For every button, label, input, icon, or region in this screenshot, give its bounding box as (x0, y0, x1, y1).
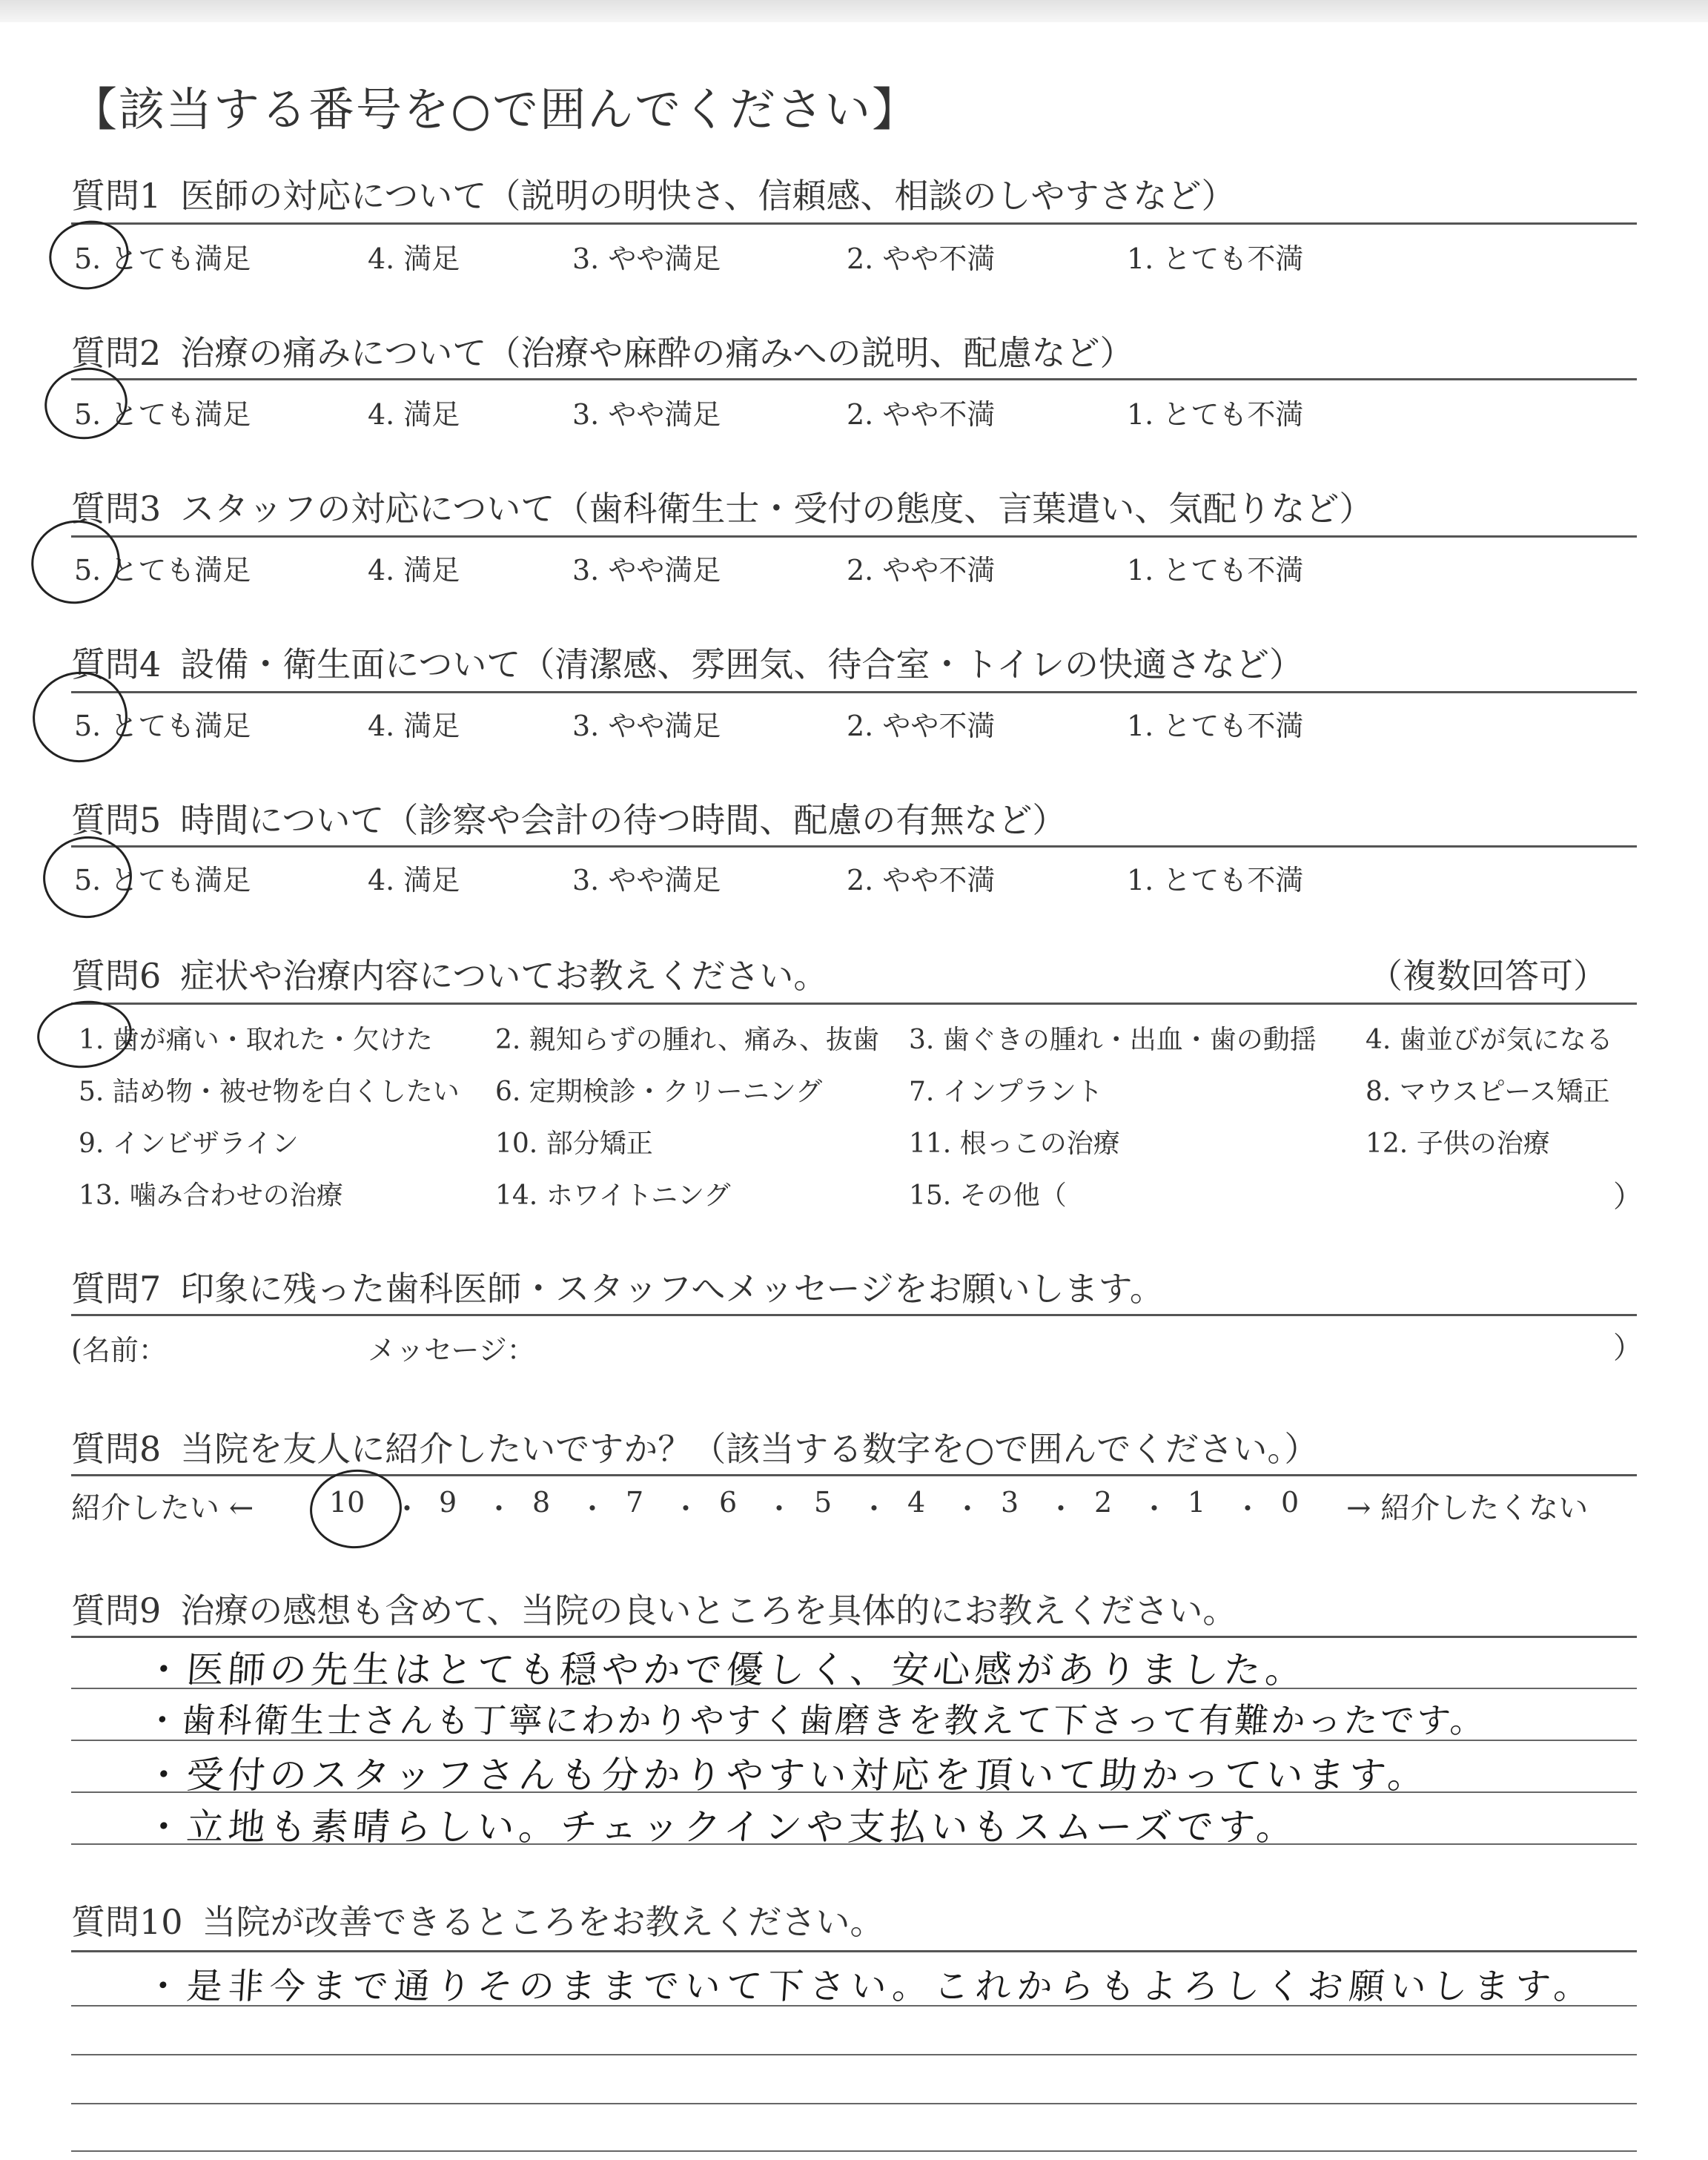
question-3-heading (71, 482, 1373, 531)
separator-dot: ・ (765, 1493, 794, 1525)
question-text: スタッフの対応について（歯科衛生士・受付の態度、言葉遣い、気配りなど） (180, 489, 1374, 529)
q1-option-3[interactable]: 3. やや満足 (572, 242, 721, 275)
q2-option-1[interactable]: 1. とても不満 (1127, 398, 1304, 431)
question-7-heading (71, 1262, 1164, 1311)
separator-dot: ・ (953, 1493, 982, 1525)
q6-option-12[interactable]: 12. 子供の治療 (1366, 1129, 1550, 1159)
q3-option-4[interactable]: 4. 満足 (368, 554, 460, 587)
q2-option-5[interactable]: 5. とても満足 (74, 398, 251, 431)
writing-line (71, 2103, 1637, 2104)
q6-option-8[interactable]: 8. マウスピース矯正 (1366, 1077, 1610, 1107)
divider (71, 1314, 1637, 1316)
q6-option-10[interactable]: 10. 部分矯正 (495, 1129, 653, 1159)
question-number: 質問9 (71, 1591, 162, 1631)
q6-option-9[interactable]: 9. インビザライン (79, 1129, 299, 1159)
q2-option-3[interactable]: 3. やや満足 (572, 398, 721, 431)
score-10[interactable]: 10 (329, 1486, 365, 1519)
score-6[interactable]: 6 (719, 1486, 738, 1519)
writing-line (71, 2150, 1637, 2152)
q1-option-4[interactable]: 4. 満足 (368, 242, 460, 275)
page-title: 【該当する番号を○で囲んでください】 (71, 82, 920, 136)
question-number: 質問10 (71, 1902, 183, 1942)
score-9[interactable]: 9 (439, 1486, 457, 1519)
divider (71, 378, 1637, 380)
question-10-heading (71, 1895, 884, 1944)
question-number: 質問3 (71, 489, 162, 529)
q6-option-4[interactable]: 4. 歯並びが気になる (1366, 1025, 1613, 1055)
message-close-paren: ） (1613, 1331, 1643, 1365)
score-8[interactable]: 8 (532, 1486, 551, 1519)
q9-answer-line-3: ・受付のスタッフさんも分かりやすい対応を頂いて助かっています。 (143, 1754, 1431, 1797)
q10-answer-line-1: ・是非今まで通りそのままでいて下さい。これからもよろしくお願いします。 (143, 1966, 1597, 2007)
question-number: 質問6 (71, 956, 162, 996)
divider (71, 1950, 1637, 1952)
divider (71, 1003, 1637, 1005)
q6-option-5[interactable]: 5. 詰め物・被せ物を白くしたい (79, 1077, 460, 1107)
divider (71, 1636, 1637, 1638)
q5-option-2[interactable]: 2. やや不満 (847, 864, 996, 896)
question-number: 質問2 (71, 333, 162, 373)
question-4-heading (71, 638, 1303, 687)
q5-option-3[interactable]: 3. やや満足 (572, 864, 721, 896)
q6-selected-circle (34, 997, 136, 1073)
score-1[interactable]: 1 (1188, 1486, 1206, 1519)
q3-option-2[interactable]: 2. やや不満 (847, 554, 996, 587)
q5-option-4[interactable]: 4. 満足 (368, 864, 460, 896)
q3-option-1[interactable]: 1. とても不満 (1127, 554, 1304, 587)
question-number: 質問5 (71, 800, 162, 840)
question-number: 質問7 (71, 1269, 162, 1309)
separator-dot: ・ (393, 1493, 422, 1525)
question-text: 医師の対応について（説明の明快さ、信頼感、相談のしやすさなど） (180, 176, 1236, 216)
separator-dot: ・ (860, 1493, 889, 1525)
divider (71, 845, 1637, 848)
question-text: 設備・衛生面について（清潔感、雰囲気、待合室・トイレの快適さなど） (180, 644, 1304, 684)
divider (71, 222, 1637, 225)
divider (71, 1474, 1637, 1476)
question-text: 当院を友人に紹介したいですか？（該当する数字を○で囲んでください。） (180, 1429, 1319, 1469)
scan-edge (0, 0, 1708, 22)
name-label: (名前： (71, 1334, 167, 1367)
separator-dot: ・ (485, 1493, 514, 1525)
q9-answer-line-2: ・歯科衛生士さんも丁寧にわかりやすく歯磨きを教えて下さって有難かったです。 (143, 1700, 1489, 1740)
q2-option-2[interactable]: 2. やや不満 (847, 398, 996, 431)
question-6-heading (71, 949, 827, 998)
q6-option-6[interactable]: 6. 定期検診・クリーニング (495, 1077, 823, 1107)
question-text: 症状や治療内容についてお教えください。 (180, 956, 828, 996)
q6-option-14[interactable]: 14. ホワイトニング (495, 1180, 731, 1211)
question-text: 当院が改善できるところをお教えください。 (202, 1902, 884, 1942)
question-text: 治療の痛みについて（治療や麻酔の痛みへの説明、配慮など） (180, 333, 1134, 373)
score-4[interactable]: 4 (907, 1486, 926, 1519)
q6-option-13[interactable]: 13. 噛み合わせの治療 (79, 1180, 343, 1211)
question-text: 治療の感想も含めて、当院の良いところを具体的にお教えください。 (180, 1591, 1237, 1631)
q6-other-close-paren: ） (1613, 1180, 1643, 1214)
q6-option-1[interactable]: 1. 歯が痛い・取れた・欠けた (79, 1025, 433, 1055)
question-8-heading (71, 1422, 1318, 1471)
question-9-heading (71, 1584, 1237, 1633)
message-label: メッセージ： (368, 1334, 535, 1367)
question-1-heading (71, 169, 1236, 218)
question-text: 印象に残った歯科医師・スタッフへメッセージをお願いします。 (180, 1269, 1164, 1309)
question-number: 質問1 (71, 176, 162, 216)
score-3[interactable]: 3 (1001, 1486, 1019, 1519)
question-5-heading (71, 793, 1066, 842)
question-2-heading (71, 326, 1133, 375)
divider (71, 691, 1637, 693)
q6-option-2[interactable]: 2. 親知らずの腫れ、痛み、抜歯 (495, 1025, 880, 1055)
question-text: 時間について（診察や会計の待つ時間、配慮の有無など） (180, 800, 1067, 840)
separator-dot: ・ (1047, 1493, 1076, 1525)
q4-option-2[interactable]: 2. やや不満 (847, 710, 996, 742)
q9-answer-line-4: ・立地も素晴らしい。チェックインや支払いもスムーズです。 (143, 1806, 1300, 1849)
separator-dot: ・ (578, 1493, 607, 1525)
separator-dot: ・ (672, 1493, 701, 1525)
q6-option-15[interactable]: 15. その他（ (909, 1180, 1067, 1211)
question-number: 質問4 (71, 644, 162, 684)
separator-dot: ・ (1234, 1493, 1262, 1525)
writing-line (71, 2054, 1637, 2055)
question-number: 質問8 (71, 1429, 162, 1469)
separator-dot: ・ (1140, 1493, 1169, 1525)
q6-option-3[interactable]: 3. 歯ぐきの腫れ・出血・歯の動揺 (909, 1025, 1317, 1055)
q6-option-7[interactable]: 7. インプラント (909, 1077, 1103, 1107)
q4-option-3[interactable]: 3. やや満足 (572, 710, 721, 742)
q1-selected-circle (43, 214, 136, 297)
q5-option-1[interactable]: 1. とても不満 (1127, 864, 1304, 896)
q3-option-5[interactable]: 5. とても満足 (74, 554, 251, 587)
q4-option-4[interactable]: 4. 満足 (368, 710, 460, 742)
recommend-right-label: → 紹介したくない (1346, 1491, 1589, 1525)
score-5[interactable]: 5 (814, 1486, 833, 1519)
q3-option-3[interactable]: 3. やや満足 (572, 554, 721, 587)
q6-option-11[interactable]: 11. 根っこの治療 (909, 1129, 1120, 1159)
q8-selected-circle (306, 1465, 406, 1553)
score-2[interactable]: 2 (1094, 1486, 1113, 1519)
q1-option-5[interactable]: 5. とても満足 (74, 242, 251, 275)
score-0[interactable]: 0 (1281, 1486, 1300, 1519)
recommend-left-label: 紹介したい ← (71, 1491, 254, 1525)
q1-option-1[interactable]: 1. とても不満 (1127, 242, 1304, 275)
q4-option-1[interactable]: 1. とても不満 (1127, 710, 1304, 742)
q4-option-5[interactable]: 5. とても満足 (74, 710, 251, 742)
multiple-answer-note: （複数回答可） (1368, 956, 1607, 996)
q2-option-4[interactable]: 4. 満足 (368, 398, 460, 431)
score-7[interactable]: 7 (626, 1486, 644, 1519)
q9-answer-line-1: ・医師の先生はとても穏やかで優しく、安心感がありました。 (143, 1648, 1308, 1691)
divider (71, 535, 1637, 538)
q1-option-2[interactable]: 2. やや不満 (847, 242, 996, 275)
q5-option-5[interactable]: 5. とても満足 (74, 864, 251, 896)
